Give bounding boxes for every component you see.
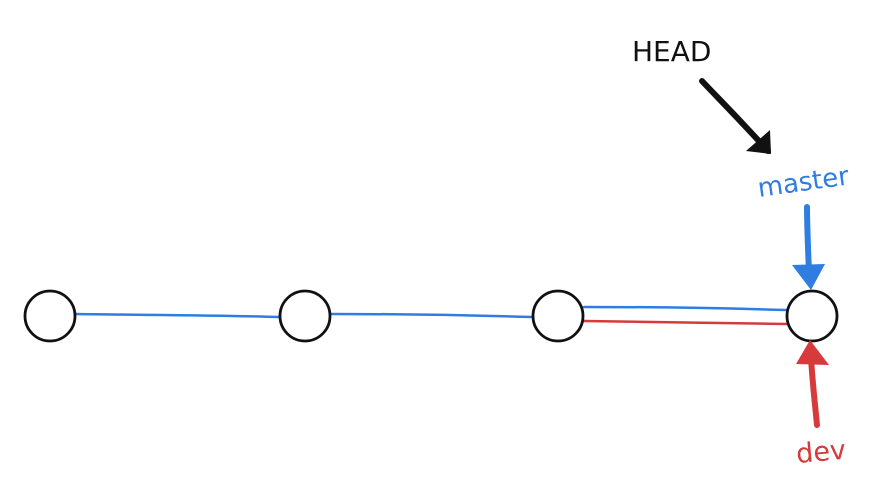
commit-node [280, 291, 330, 341]
edge-master-c3-c4 [584, 307, 786, 310]
dev-label: dev [794, 434, 848, 470]
head-label: HEAD [632, 35, 712, 68]
edge-master-c2-c3 [331, 314, 532, 317]
commit-node [533, 291, 583, 341]
dev-arrowhead [796, 340, 829, 365]
dev-arrow [811, 357, 817, 425]
commit-node [25, 291, 75, 341]
commit-node [787, 291, 837, 341]
edge-master-c1-c2 [76, 314, 279, 317]
master-arrowhead [792, 264, 825, 290]
edge-dev-c3-c4 [584, 321, 786, 324]
master-arrow [807, 207, 809, 273]
master-label: master [755, 161, 851, 204]
